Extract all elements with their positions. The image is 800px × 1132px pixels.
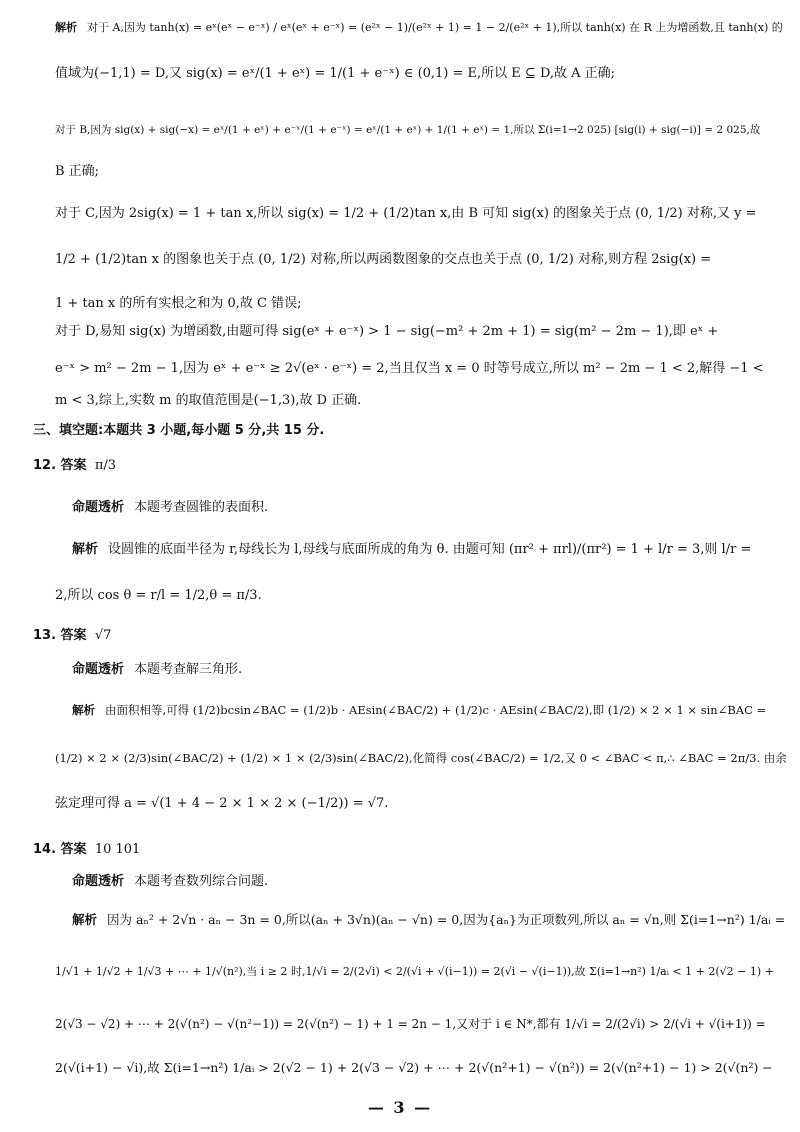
q12-intent: 命题透析 本题考查圆锥的表面积. <box>72 500 269 515</box>
section-heading-fill-in: 三、填空题:本题共 3 小题,每小题 5 分,共 15 分. <box>33 423 325 438</box>
page-number: — 3 — <box>367 1098 433 1117</box>
q14-analysis-3: 2(√3 − √2) + ⋯ + 2(√(n²) − √(n²−1)) = 2(√(n²) − 1) + 1 = 2n − 1,又对于 i ∈ N*,都有 1/√i = 2/(2√i) > 2/(√i + √(i+1)) = <box>55 1017 766 1031</box>
q14-answer: 14. 答案 10 101 <box>33 842 141 857</box>
q12-analysis-1: 解析 设圆锥的底面半径为 r,母线长为 l,母线与底面所成的角为 θ. 由题可知 (πr² + πrl)/(πr²) = 1 + l/r = 3,则 l/r = <box>72 542 752 557</box>
line-d2: e⁻ˣ > m² − 2m − 1,因为 eˣ + e⁻ˣ ≥ 2√(eˣ · e⁻ˣ) = 2,当且仅当 x = 0 时等号成立,所以 m² − 2m − 1 < 2,解得 −1 < <box>55 361 764 376</box>
q14-analysis-1: 解析 因为 aₙ² + 2√n · aₙ − 3n = 0,所以(aₙ + 3√n)(aₙ − √n) = 0,因为{aₙ}为正项数列,所以 aₙ = √n,则 Σ(i=1→n²) 1/aᵢ = <box>72 912 786 927</box>
line-b1: 对于 B,因为 sig(x) + sig(−x) = eˣ/(1 + eˣ) + e⁻ˣ/(1 + e⁻ˣ) = eˣ/(1 + eˣ) + 1/(1 + eˣ) = 1,所以 Σ(i=1→2 025) [sig(i) + sig(−i)] = 2 025,故 <box>55 124 761 136</box>
q13-answer: 13. 答案 √7 <box>33 628 112 643</box>
q14-analysis-2: 1/√1 + 1/√2 + 1/√3 + ⋯ + 1/√(n²),当 i ≥ 2 时,1/√i = 2/(2√i) < 2/(√i + √(i−1)) = 2(√i − √(i−1)),故 Σ(i=1→n²) 1/aᵢ < 1 + 2(√2 − 1) + <box>55 965 774 978</box>
line-d3: m < 3,综上,实数 m 的取值范围是(−1,3),故 D 正确. <box>55 393 362 408</box>
q13-intent: 命题透析 本题考查解三角形. <box>72 662 243 677</box>
label-analysis: 解析 <box>55 21 77 34</box>
q12-answer: 12. 答案 π/3 <box>33 458 117 473</box>
q13-analysis-2: (1/2) × 2 × (2/3)sin(∠BAC/2) + (1/2) × 1 × (2/3)sin(∠BAC/2),化简得 cos(∠BAC/2) = 1/2,又 0 < ∠BAC < π,∴ ∠BAC = 2π/3. 由余 <box>55 751 787 765</box>
line-c1: 对于 C,因为 2sig(x) = 1 + tan x,所以 sig(x) = 1/2 + (1/2)tan x,由 B 可知 sig(x) 的图象关于点 (0, 1/2) 对称,又 y = <box>55 206 757 221</box>
line-c2: 1/2 + (1/2)tan x 的图象也关于点 (0, 1/2) 对称,所以两函数图象的交点也关于点 (0, 1/2) 对称,则方程 2sig(x) = <box>55 252 712 267</box>
q14-analysis-4: 2(√(i+1) − √i),故 Σ(i=1→n²) 1/aᵢ > 2(√2 − 1) + 2(√3 − √2) + ⋯ + 2(√(n²+1) − √(n²)) = 2(√(n²+1) − 1) > 2(√(n²) − <box>55 1060 773 1075</box>
q12-analysis-2: 2,所以 cos θ = r/l = 1/2,θ = π/3. <box>55 588 262 603</box>
line-a1: 解析 对于 A,因为 tanh(x) = eˣ(eˣ − e⁻ˣ) / eˣ(eˣ + e⁻ˣ) = (e²ˣ − 1)/(e²ˣ + 1) = 1 − 2/(e²ˣ + 1),所以 tanh(x) 在 R 上为增函数,且 tanh(x) 的 <box>55 21 783 34</box>
line-c3: 1 + tan x 的所有实根之和为 0,故 C 错误; <box>55 296 302 311</box>
line-a2: 值域为(−1,1) = D,又 sig(x) = eˣ/(1 + eˣ) = 1/(1 + e⁻ˣ) ∈ (0,1) = E,所以 E ⊆ D,故 A 正确; <box>55 66 616 81</box>
q13-analysis-1: 解析 由面积相等,可得 (1/2)bcsin∠BAC = (1/2)b · AEsin(∠BAC/2) + (1/2)c · AEsin(∠BAC/2),即 (1/2) × 2 × 1 × sin∠BAC = <box>72 703 767 717</box>
line-b2: B 正确; <box>55 164 100 179</box>
q13-analysis-3: 弦定理可得 a = √(1 + 4 − 2 × 1 × 2 × (−1/2)) = √7. <box>55 796 389 811</box>
line-d1: 对于 D,易知 sig(x) 为增函数,由题可得 sig(eˣ + e⁻ˣ) > 1 − sig(−m² + 2m + 1) = sig(m² − 2m − 1),即 eˣ + <box>55 324 719 339</box>
q14-intent: 命题透析 本题考查数列综合问题. <box>72 874 269 889</box>
